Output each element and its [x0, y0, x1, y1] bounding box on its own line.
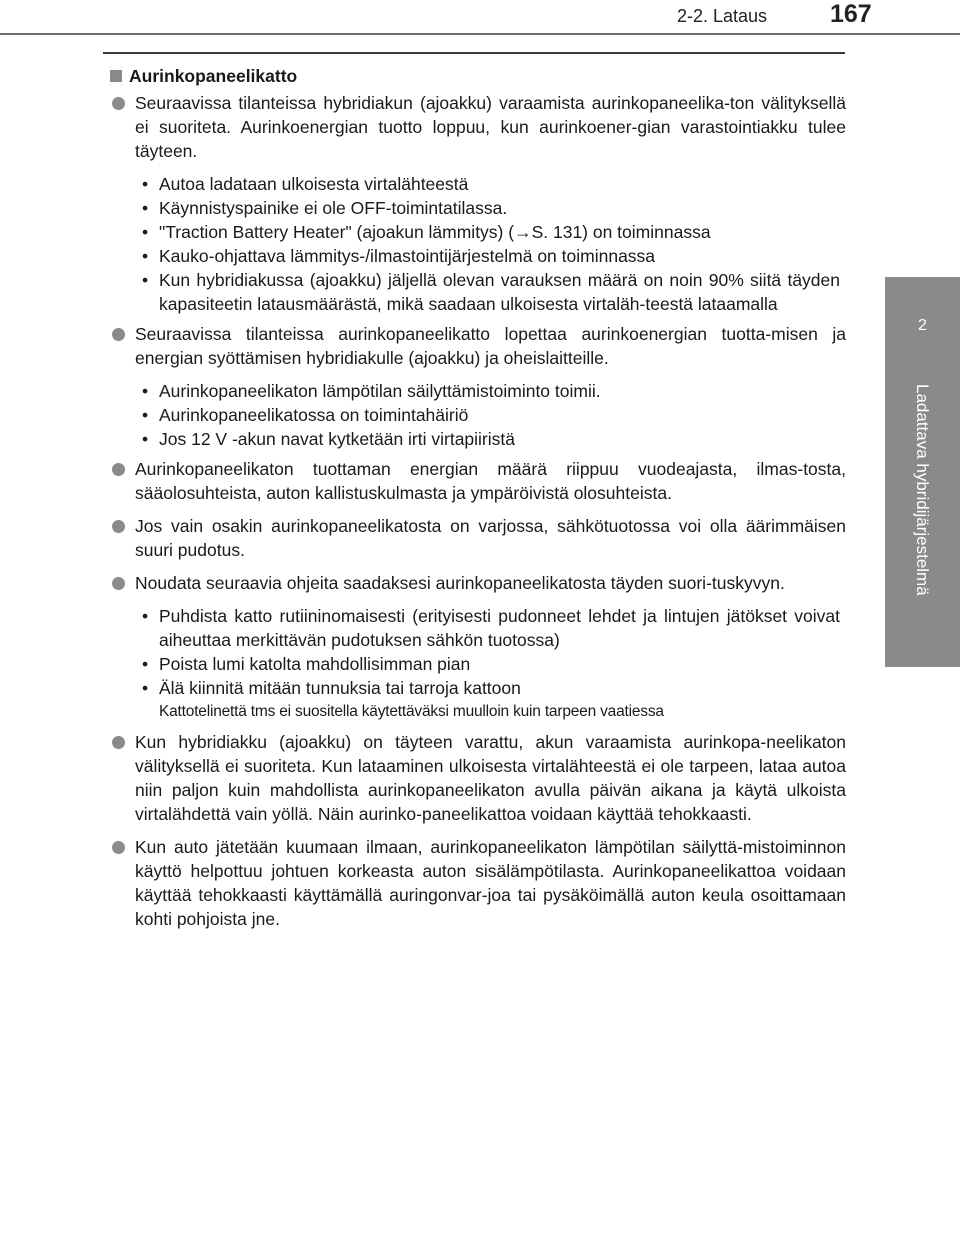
paragraph-text: Seuraavissa tilanteissa aurinkopaneelikatto lopettaa aurinkoenergian tuotta-misen ja energian syöttämisen hybridiakulle (ajoakku) ja oheislaitteille. [135, 324, 846, 368]
bullet-text: Kauko-ohjattava lämmitys-/ilmastointijärjestelmä on toiminnassa [159, 246, 656, 266]
bullet-text: Aurinkopaneelikatossa on toimintahäiriö [159, 405, 469, 425]
bullet-note: Kattotelinettä tms ei suositella käytettäväksi muulloin kuin tarpeen vaatiessa [159, 703, 664, 720]
bullet-dot-icon: • [142, 678, 149, 698]
circle-bullet-icon [112, 328, 125, 341]
paragraph-text: Aurinkopaneelikaton tuottaman energian määrä riippuu vuodeajasta, ilmas-tosta, sääolosuhteista, auton kallistuskulmasta ja ympäröivistä olosuhteista. [135, 459, 846, 503]
bullet-dot-icon: • [142, 429, 149, 449]
bullet-dot-icon: • [142, 270, 149, 290]
bullet-dot-icon: • [142, 606, 149, 626]
paragraph-text: Seuraavissa tilanteissa hybridiakun (ajoakku) varaamista aurinkopaneelika-ton välityksellä ei suoriteta. Aurinkoenergian tuotto loppuu, kun aurinkoener-gian varastointiakku tulee täyteen. [135, 93, 846, 161]
bullet-dot-icon: • [142, 381, 149, 401]
bullet-item [140, 427, 840, 451]
chapter-title: Ladattava hybridijärjestelmä [913, 384, 932, 596]
paragraph-text: Kun auto jätetään kuumaan ilmaan, aurinkopaneelikaton lämpötilan säilyttä-mistoiminnon käyttö helpottuu johtuen korkeasta auton sisälämpötilasta. Aurinkopaneelikattoa voidaan käyttää tehokkaasti käyttämällä auringonvar-joa tai pysäköimällä auton keula osoittamaan kohti pohjoista jne. [135, 837, 846, 929]
circle-bullet-icon [112, 520, 125, 533]
bullet-text: Käynnistyspainike ei ole OFF-toimintatilassa. [159, 198, 508, 218]
paragraph [110, 457, 846, 505]
bullet-text: Jos 12 V -akun navat kytketään irti virtapiiristä [159, 429, 515, 449]
paragraph [110, 571, 846, 595]
bullet-item [140, 652, 840, 676]
paragraph-text: Jos vain osakin aurinkopaneelikatosta on varjossa, sähkötuotossa voi olla äärimmäisen suuri pudotus. [135, 516, 846, 560]
square-bullet-icon [110, 70, 122, 82]
bullet-item [140, 379, 840, 403]
paragraph-list [110, 91, 846, 931]
bullet-text: "Traction Battery Heater" (ajoakun lämmitys) (→S. 131) on toiminnassa [159, 222, 711, 242]
circle-bullet-icon [112, 736, 125, 749]
bullet-text: Älä kiinnitä mitään tunnuksia tai tarroja kattoon [159, 678, 521, 698]
section-title: 2-2. Lataus [677, 6, 768, 26]
bullet-dot-icon: • [142, 654, 149, 674]
paragraph-text: Kun hybridiakku (ajoakku) on täyteen varattu, akun varaamista aurinkopa-neelikaton välityksellä ei suoriteta. Kun lataaminen ulkoisesta virtalähteestä ei ole tarpeen, lataa autoa niin paljon kuin mahdollista aurinkopaneelikaton avulla päivän aikana ja käytä ulkoista virtalähdettä vain yöllä. Näin aurinko-paneelikattoa voidaan käyttää tehokkaasti. [135, 732, 846, 824]
circle-bullet-icon [112, 97, 125, 110]
bullet-text: Aurinkopaneelikaton lämpötilan säilyttämistoiminto toimii. [159, 381, 601, 401]
bullet-dot-icon: • [142, 174, 149, 194]
paragraph [110, 514, 846, 562]
bullet-list [140, 604, 840, 724]
bullet-item [140, 604, 840, 652]
bullet-dot-icon: • [142, 222, 149, 242]
bullet-item [140, 244, 840, 268]
section-heading [110, 64, 846, 88]
bullet-text: Autoa ladataan ulkoisesta virtalähteestä [159, 174, 469, 194]
main-content [110, 64, 846, 940]
bullet-item [140, 676, 840, 724]
paragraph [110, 322, 846, 370]
bullet-text: Poista lumi katolta mahdollisimman pian [159, 654, 471, 674]
paragraph [110, 835, 846, 931]
section-heading-text: Aurinkopaneelikatto [129, 66, 298, 86]
bullet-dot-icon: • [142, 405, 149, 425]
bullet-item [140, 220, 840, 244]
bullet-dot-icon: • [142, 246, 149, 266]
header-divider [0, 33, 960, 35]
paragraph-text: Noudata seuraavia ohjeita saadaksesi aurinkopaneelikatosta täyden suori-tuskyvyn. [135, 573, 785, 593]
chapter-side-tab [885, 277, 960, 667]
bullet-item [140, 196, 840, 220]
paragraph [110, 730, 846, 826]
bullet-item [140, 268, 840, 316]
bullet-text: Puhdista katto rutiininomaisesti (erityisesti pudonneet lehdet ja lintujen jätökset voivat aiheuttaa merkittävän pudotuksen sähkön tuotossa) [159, 606, 840, 650]
bullet-dot-icon: • [142, 198, 149, 218]
bullet-item [140, 172, 840, 196]
circle-bullet-icon [112, 841, 125, 854]
chapter-number: 2 [918, 317, 927, 334]
bullet-text: Kun hybridiakussa (ajoakku) jäljellä olevan varauksen määrä on noin 90% siitä täyden kapasiteetin latausmäärästä, mikä saadaan ulkoisesta virtaläh-teestä lataamalla [159, 270, 840, 314]
content-divider [103, 52, 845, 54]
bullet-list [140, 379, 840, 451]
bullet-list [140, 172, 840, 316]
paragraph [110, 91, 846, 163]
bullet-item [140, 403, 840, 427]
page-header [0, 0, 960, 30]
circle-bullet-icon [112, 463, 125, 476]
page-number: 167 [830, 0, 872, 28]
circle-bullet-icon [112, 577, 125, 590]
